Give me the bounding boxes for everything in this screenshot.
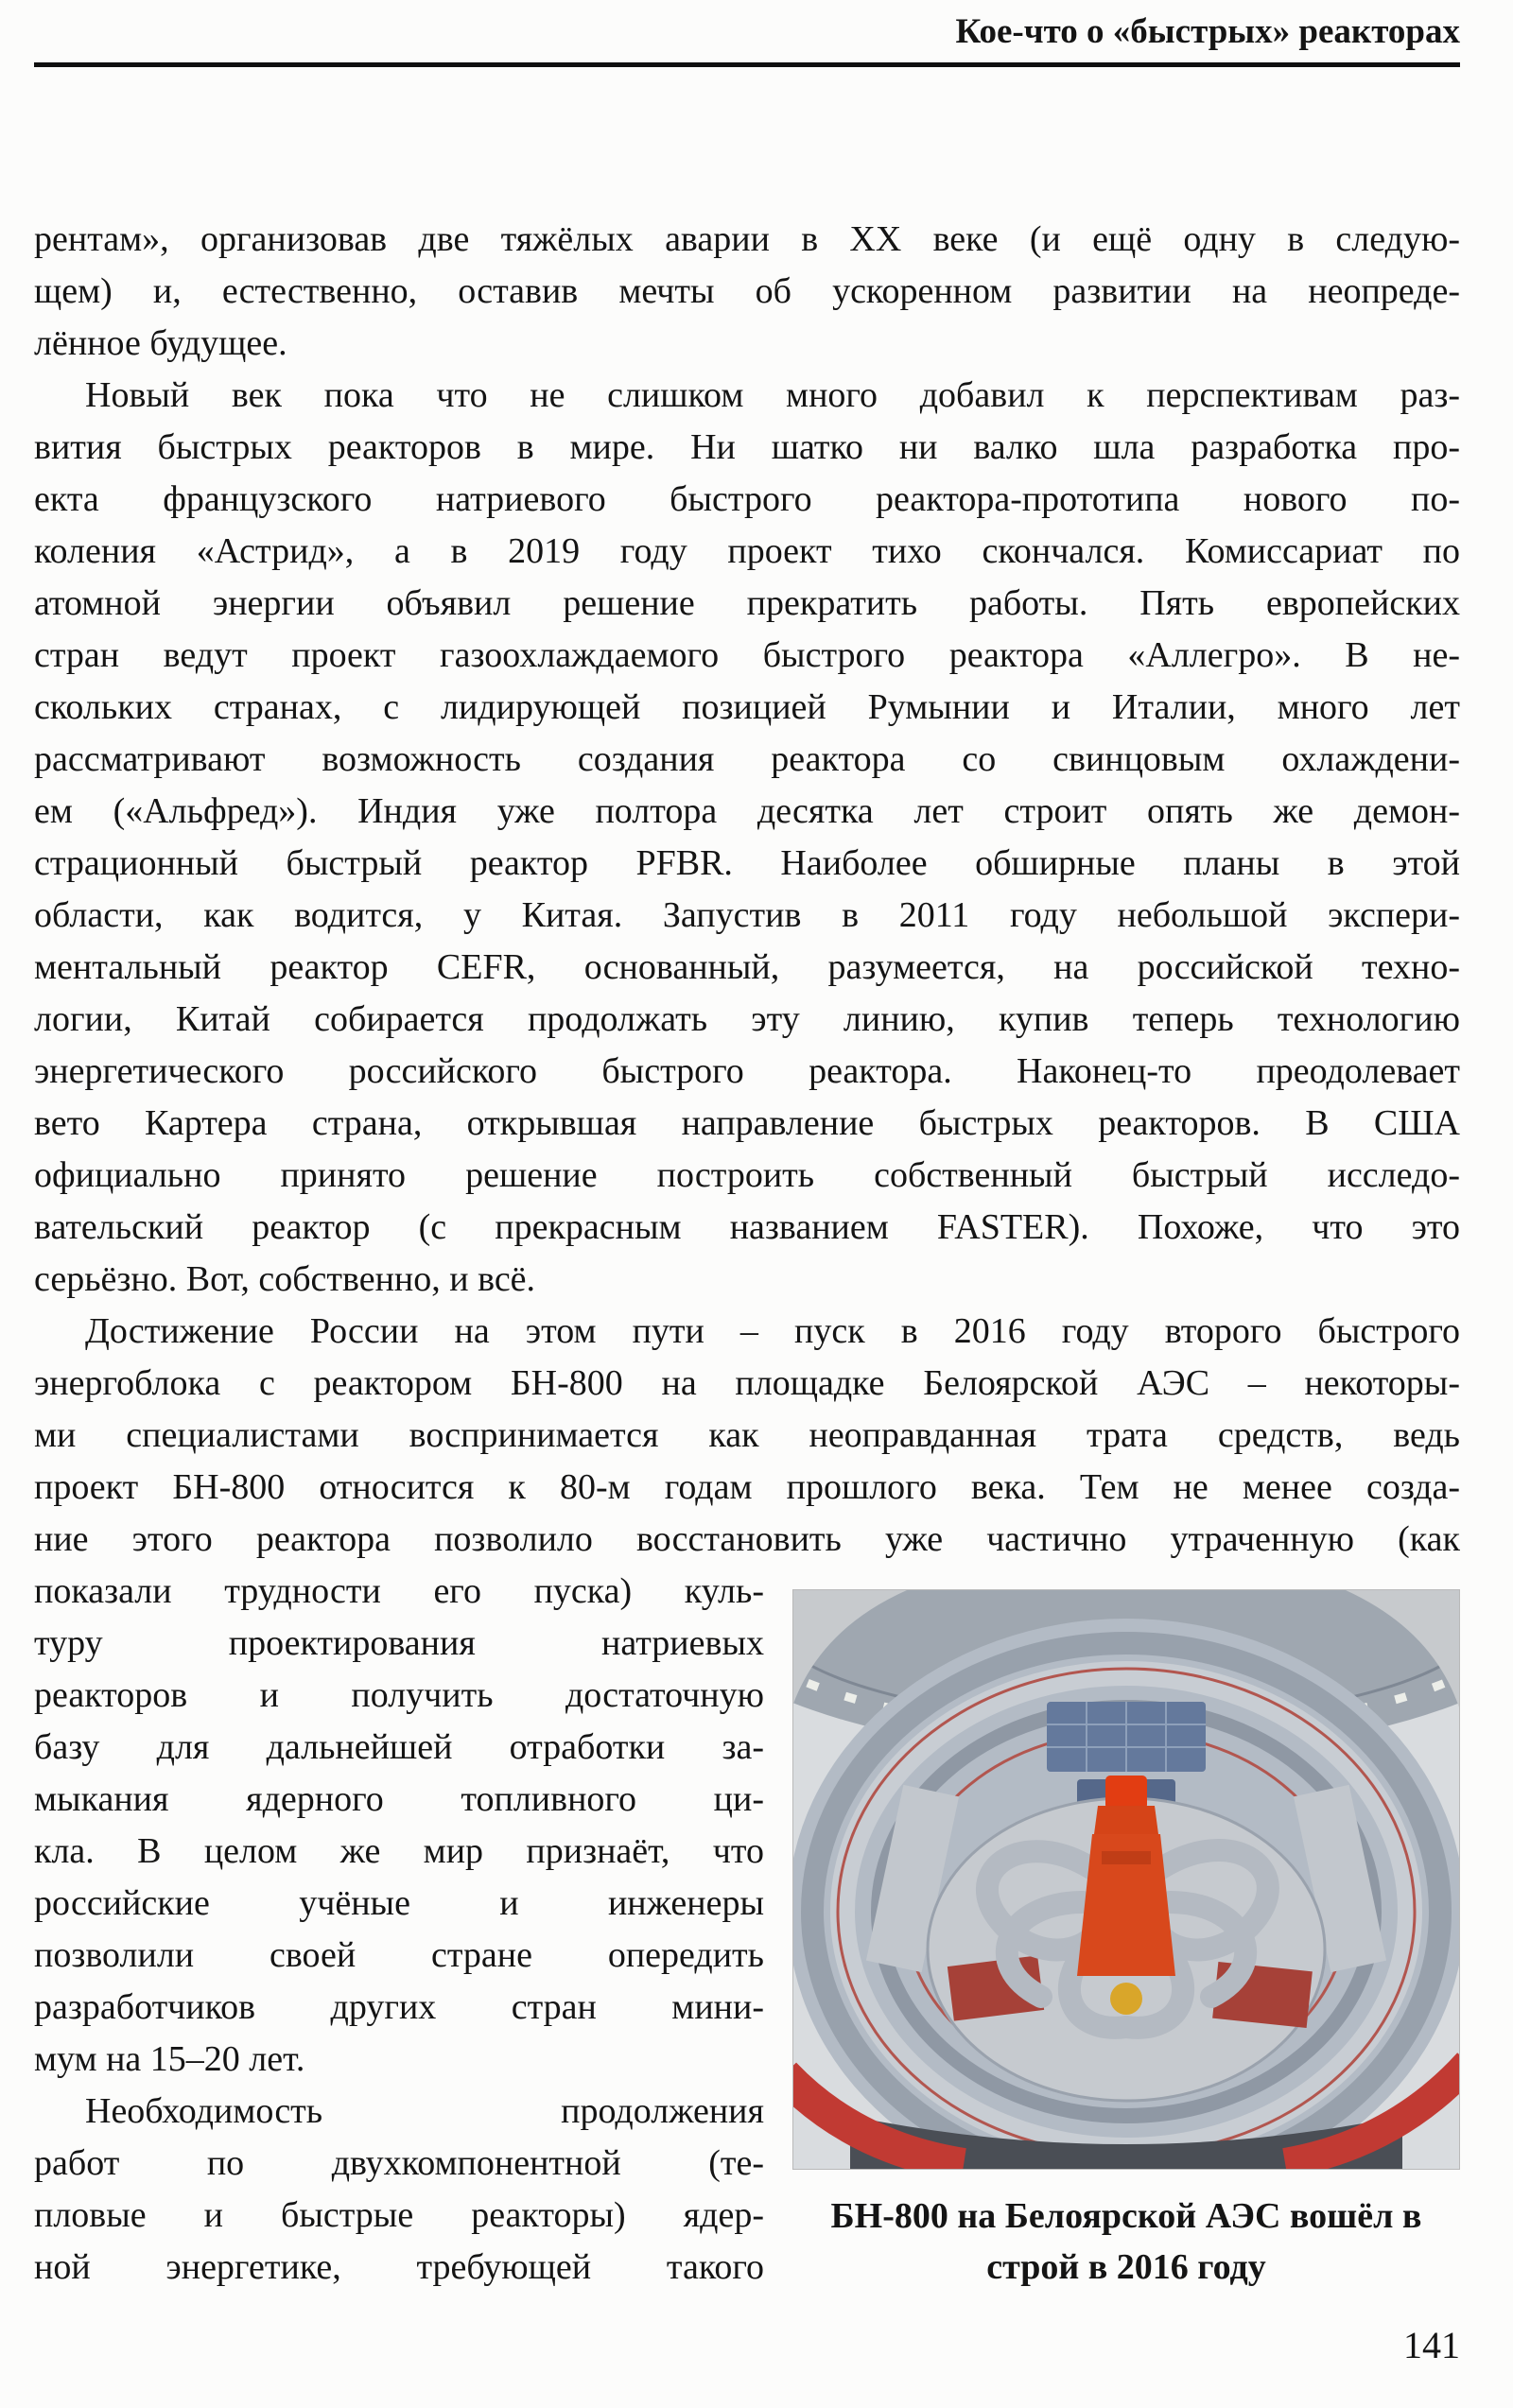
text-and-figure-row (34, 1566, 1460, 2294)
text-line: ной энергетике, требующей такого (34, 2247, 764, 2287)
text-line: ние этого реактора позволило восстановить уже частично утраченную (как (34, 1519, 1460, 1559)
text-line: вето Картера страна, открывшая направление быстрых реакторов. В США (34, 1103, 1460, 1143)
text-line: лённое будущее. (34, 323, 287, 363)
text-line: стран ведут проект газоохлаждаемого быстрого реактора «Аллегро». В не- (34, 635, 1460, 675)
caption-line: строй в 2016 году (986, 2247, 1266, 2287)
text-line: позволили своей стране опередить (34, 1935, 764, 1975)
text-line: реакторов и получить достаточную (34, 1675, 764, 1715)
text-line: рентам», организовав две тяжёлых аварии в XX веке (и ещё одну в следую- (34, 219, 1460, 259)
text-line: атомной энергии объявил решение прекратить работы. Пять европейских (34, 583, 1460, 623)
text-line: базу для дальнейшей отработки за- (34, 1727, 764, 1767)
text-line: проект БН-800 относится к 80-м годам прошлого века. Тем не менее созда- (34, 1467, 1460, 1507)
text-line: вития быстрых реакторов в мире. Ни шатко ни валко шла разработка про- (34, 427, 1460, 467)
reactor-hall-illustration (793, 1590, 1459, 2169)
reactor-hall-photo (792, 1589, 1460, 2170)
text-line: энергоблока с реактором БН-800 на площадке Белоярской АЭС – некоторы- (34, 1363, 1460, 1403)
text-line: официально принято решение построить собственный быстрый исследо- (34, 1155, 1460, 1195)
caption-line: БН-800 на Белоярской АЭС вошёл в (830, 2196, 1422, 2236)
page-number: 141 (1403, 2324, 1460, 2366)
text-line: российские учёные и инженеры (34, 1883, 764, 1923)
paragraph (34, 370, 1460, 1306)
article-body (0, 214, 1513, 2294)
text-line: логии, Китай собирается продолжать эту линию, купив теперь технологию (34, 999, 1460, 1039)
paragraph (34, 1306, 1460, 1566)
running-head: Кое-что о «быстрых» реакторах (955, 12, 1460, 51)
text-line: рассматривают возможность создания реактора со свинцовым охлаждени- (34, 739, 1460, 779)
paragraph (34, 2086, 764, 2294)
text-line: страционный быстрый реактор PFBR. Наиболее обширные планы в этой (34, 843, 1460, 883)
text-line: области, как водится, у Китая. Запустив в 2011 году небольшой экспери- (34, 895, 1460, 935)
text-line: коления «Астрид», а в 2019 году проект тихо скончался. Комиссариат по (34, 531, 1460, 571)
text-line: вательский реактор (с прекрасным названием FASTER). Похоже, что это (34, 1207, 1460, 1247)
text-line: екта французского натриевого быстрого реактора-прототипа нового по- (34, 479, 1460, 519)
text-line: работ по двухкомпонентной (те- (34, 2143, 764, 2183)
text-line: Необходимость продолжения (85, 2091, 764, 2131)
text-line: Новый век пока что не слишком много добавил к перспективам раз- (85, 375, 1460, 415)
page-header (0, 0, 1513, 67)
wrapped-text-column (34, 1566, 764, 2294)
paragraph-continuation (34, 214, 1460, 370)
text-line: мыкания ядерного топливного ци- (34, 1779, 764, 1819)
text-line: туру проектирования натриевых (34, 1623, 764, 1663)
figure-caption (792, 2191, 1460, 2293)
figure (792, 1589, 1460, 2293)
text-line: энергетического российского быстрого реактора. Наконец-то преодолевает (34, 1051, 1460, 1091)
text-line: показали трудности его пуска) куль- (34, 1571, 764, 1611)
text-line: серьёзно. Вот, собственно, и всё. (34, 1259, 536, 1299)
text-line: кла. В целом же мир признаёт, что (34, 1831, 764, 1871)
text-line: ментальный реактор CEFR, основанный, разумеется, на российской техно- (34, 947, 1460, 987)
text-line: скольких странах, с лидирующей позицией Румынии и Италии, много лет (34, 687, 1460, 727)
header-rule (34, 62, 1460, 67)
text-line: мум на 15–20 лет. (34, 2039, 305, 2079)
text-line: пловые и быстрые реакторы) ядер- (34, 2195, 764, 2235)
text-line: Достижение России на этом пути – пуск в 2016 году второго быстрого (85, 1311, 1460, 1351)
text-line: разработчиков других стран мини- (34, 1987, 764, 2027)
paragraph-wrapped (34, 1566, 764, 2086)
text-line: ми специалистами воспринимается как неоправданная трата средств, ведь (34, 1415, 1460, 1455)
text-line: ем («Альфред»). Индия уже полтора десятка лет строит опять же демон- (34, 791, 1460, 831)
text-line: щем) и, естественно, оставив мечты об ускоренном развитии на неопреде- (34, 271, 1460, 311)
